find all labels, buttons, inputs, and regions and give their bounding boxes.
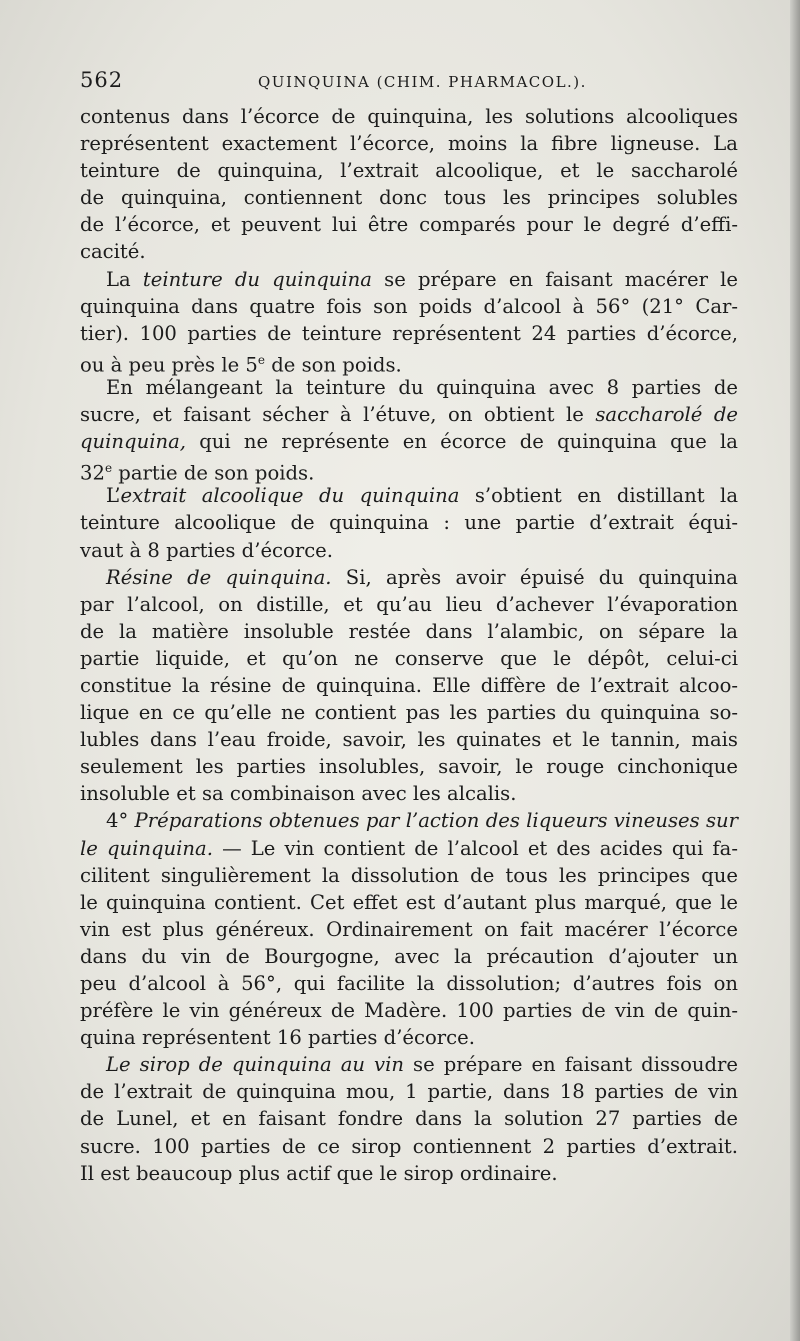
text-line: vin est plus généreux. Ordinairement on fait macérer l’écorce [80,917,738,941]
italic-phrase: Le sirop de quinquina au vin [106,1053,404,1077]
text-line: teinture de quinquina, l’extrait alcoolique, et le saccharolé [80,159,738,183]
text-line: quinquina dans quatre fois son poids d’alcool à 56° (21° Car- [80,294,738,318]
text-line: teinture alcoolique de quinquina : une partie d’extrait équi- [80,511,738,535]
page-body [80,103,738,1187]
text-line: 32e partie de son poids. [80,461,315,485]
italic-phrase: le quinquina. [80,836,213,860]
text-line: cacité. [80,240,146,264]
text-line: contenus dans l’écorce de quinquina, les solutions alcooliques [80,105,738,128]
text-line: de l’écorce, et peuvent lui être comparés pour le degré d’effi- [80,213,738,237]
text-line: de Lunel, et en faisant fondre dans la solution 27 parties de [80,1107,738,1131]
italic-phrase: Résine de quinquina. [106,565,332,589]
text-line: quina représentent 16 parties d’écorce. [80,1026,475,1050]
italic-phrase: Préparations obtenues par l’action des liqueurs vineuses sur [134,809,738,833]
text-line: quinquina, qui ne représente en écorce de quinquina que la [80,430,738,454]
italic-phrase: saccharolé de [595,403,738,427]
text-line: le quinquina. — Le vin contient de l’alcool et des acides qui fa- [80,836,738,860]
text-line: Le sirop de quinquina au vin se prépare en faisant dissoudre [106,1053,739,1077]
text-line: représentent exactement l’écorce, moins la fibre ligneuse. La [80,132,738,156]
italic-phrase: quinquina, [80,430,187,454]
text-line: La teinture du quinquina se prépare en faisant macérer le [106,267,738,291]
text-line: de l’extrait de quinquina mou, 1 partie, dans 18 parties de vin [80,1080,738,1104]
page-header [80,68,740,102]
text-line: sucre. 100 parties de ce sirop contiennent 2 parties d’extrait. [80,1134,738,1158]
italic-phrase: extrait alcoolique du quinquina [120,484,460,508]
text-line: sucre, et faisant sécher à l’étuve, on obtient le saccharolé de [80,403,738,427]
text-line: dans du vin de Bourgogne, avec la précaution d’ajouter un [80,944,738,968]
page-edge [790,0,800,1341]
text-line: insoluble et sa combinaison avec les alcalis. [80,782,517,806]
text-line: le quinquina contient. Cet effet est d’autant plus marqué, que le [80,890,738,914]
text-line: de quinquina, contiennent donc tous les principes solubles [80,186,738,210]
text-line: Il est beaucoup plus actif que le sirop ordinaire. [80,1161,558,1185]
text-line: ou à peu près le 5e de son poids. [80,352,402,377]
text-line: L’extrait alcoolique du quinquina s’obtient en distillant la [106,484,739,508]
text-line: tier). 100 parties de teinture représentent 24 parties d’écorce, [80,321,738,345]
text-line: Résine de quinquina. Si, après avoir épuisé du quinquina [106,565,738,589]
text-line: seulement les parties insolubles, savoir, le rouge cinchonique [80,755,738,779]
text-line: lubles dans l’eau froide, savoir, les quinates et le tannin, mais [80,728,738,752]
italic-phrase: teinture du quinquina [142,267,372,291]
text-line: préfère le vin généreux de Madère. 100 parties de vin de quin- [80,999,738,1023]
page-number: 562 [80,68,124,92]
text-line: par l’alcool, on distille, et qu’au lieu d’achever l’évaporation [80,592,738,616]
text-line: lique en ce qu’elle ne contient pas les parties du quinquina so- [80,701,738,725]
text-line: peu d’alcool à 56°, qui facilite la dissolution; d’autres fois on [80,972,738,995]
text-line: de la matière insoluble restée dans l’alambic, on sépare la [80,619,738,643]
text-line: vaut à 8 parties d’écorce. [80,538,333,562]
text-line: constitue la résine de quinquina. Elle diffère de l’extrait alcoo- [80,673,738,697]
text-line: 4° Préparations obtenues par l’action des liqueurs vineuses sur [106,809,738,833]
text-line: cilitent singulièrement la dissolution de tous les principes que [80,863,738,887]
running-head: QUINQUINA (CHIM. PHARMACOL.). [258,73,587,91]
text-line: partie liquide, et qu’on ne conserve que le dépôt, celui-ci [80,646,738,670]
text-line: En mélangeant la teinture du quinquina avec 8 parties de [106,375,738,399]
